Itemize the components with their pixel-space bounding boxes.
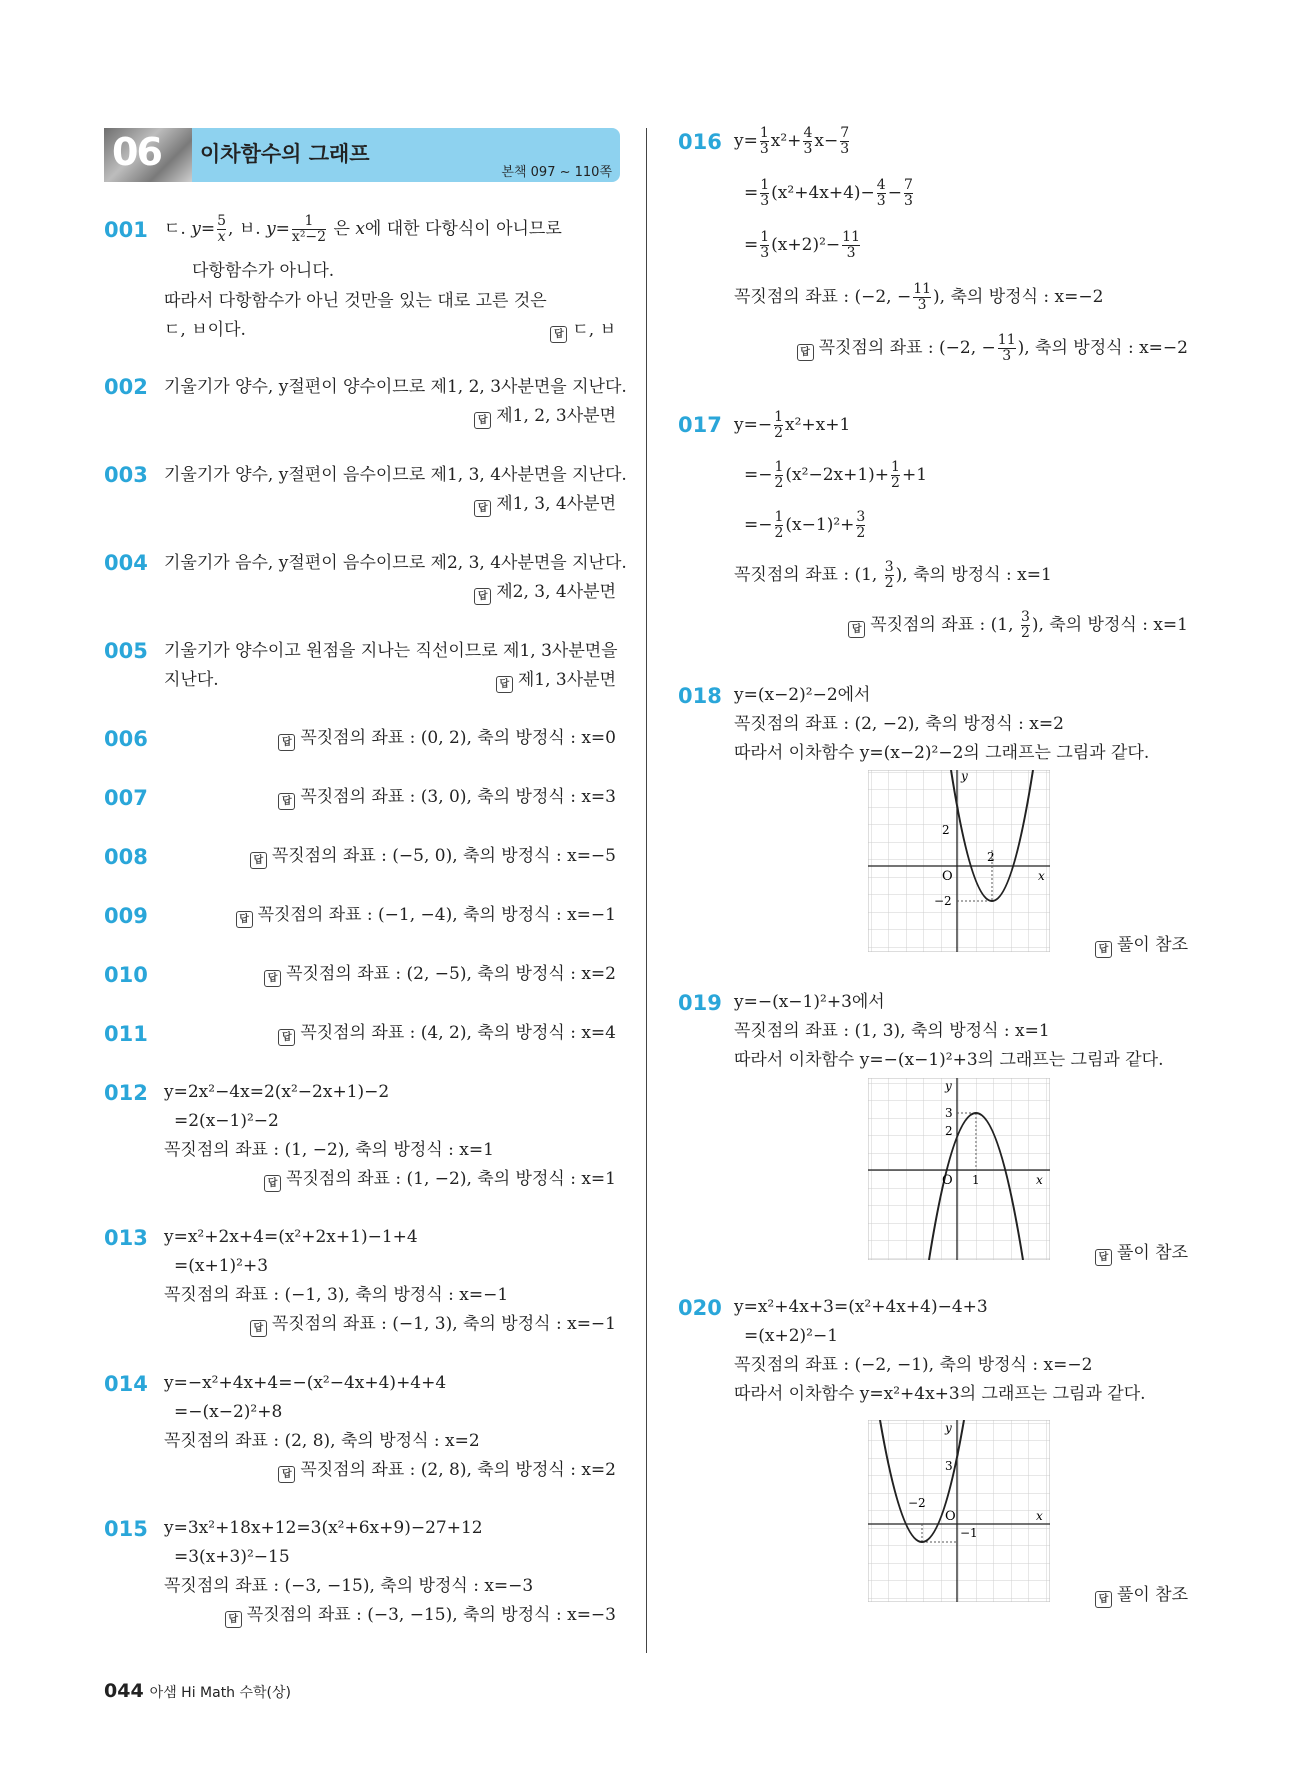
answer: 답 풀이 참조 xyxy=(900,932,1188,958)
tick-label: 2 xyxy=(942,823,950,837)
solution-line: y=− $\frac{1}{2}$ x²+x+1 xyxy=(734,409,851,441)
answer: 답 꼭짓점의 좌표 : (−5, 0), 축의 방정식 : x=−5 xyxy=(200,843,616,869)
solution-line: ㄷ, ㅂ이다. xyxy=(164,320,246,340)
solution-line: 기울기가 음수, y절편이 음수이므로 제2, 3, 4사분면을 지난다. xyxy=(164,553,627,573)
answer: 답 꼭짓점의 좌표 : (−1, 3), 축의 방정식 : x=−1 xyxy=(200,1311,616,1337)
solution-line: =2(x−1)²−2 xyxy=(174,1111,279,1131)
tick-label: 3 xyxy=(945,1459,953,1473)
origin-label: O xyxy=(945,1509,956,1524)
answer: 답 꼭짓점의 좌표 : (−3, −15), 축의 방정식 : x=−3 xyxy=(150,1602,616,1628)
answer: 답 꼭짓점의 좌표 : (1, −2), 축의 방정식 : x=1 xyxy=(200,1166,616,1192)
problem-number: 012 xyxy=(104,1081,148,1105)
origin-label: O xyxy=(942,1173,953,1188)
answer: 답 꼭짓점의 좌표 : (0, 2), 축의 방정식 : x=0 xyxy=(200,725,616,751)
answer-mark-icon: 답 xyxy=(474,500,491,517)
problem-number: 015 xyxy=(104,1517,148,1541)
graph-grid xyxy=(868,770,1050,952)
solution-line: 따라서 이차함수 y=−(x−1)²+3의 그래프는 그림과 같다. xyxy=(734,1050,1164,1070)
answer-mark-icon: 답 xyxy=(797,344,814,361)
answer-mark-icon: 답 xyxy=(278,793,295,810)
problem-number: 006 xyxy=(104,727,148,751)
solution-line: 꼭짓점의 좌표 : (2, 8), 축의 방정식 : x=2 xyxy=(164,1431,480,1451)
problem-number: 014 xyxy=(104,1372,148,1396)
tick-label: −2 xyxy=(908,1496,926,1510)
y-label: y xyxy=(945,1421,952,1435)
solution-line: 다항함수가 아니다. xyxy=(192,261,335,281)
solution-line: 꼭짓점의 좌표 : (1, $\frac{3}{2}$ ), 축의 방정식 : x=1 xyxy=(734,559,1052,591)
answer-mark-icon: 답 xyxy=(550,326,567,343)
solution-line: 꼭짓점의 좌표 : (−1, 3), 축의 방정식 : x=−1 xyxy=(164,1285,509,1305)
problem-number: 016 xyxy=(678,130,722,154)
answer-mark-icon: 답 xyxy=(278,1466,295,1483)
problem-number: 008 xyxy=(104,845,148,869)
problem-number: 020 xyxy=(678,1296,722,1320)
problem-number: 011 xyxy=(104,1022,148,1046)
answer-mark-icon: 답 xyxy=(496,676,513,693)
problem-number: 010 xyxy=(104,963,148,987)
problem-number: 017 xyxy=(678,413,722,437)
solution-line: =−(x−2)²+8 xyxy=(174,1402,283,1422)
tick-label: −1 xyxy=(960,1526,978,1540)
answer-mark-icon: 답 xyxy=(1095,1249,1112,1266)
section-page-ref: 본책 097 ~ 110쪽 xyxy=(501,165,612,180)
answer: 답 꼭짓점의 좌표 : (2, −5), 축의 방정식 : x=2 xyxy=(200,961,616,987)
y-label: y xyxy=(961,770,968,783)
answer-mark-icon: 답 xyxy=(474,412,491,429)
solution-line: y=2x²−4x=2(x²−2x+1)−2 xyxy=(164,1082,390,1102)
solution-line: y=−x²+4x+4=−(x²−4x+4)+4+4 xyxy=(164,1373,447,1393)
answer: 답 풀이 참조 xyxy=(900,1240,1188,1266)
solution-line: 꼭짓점의 좌표 : (1, −2), 축의 방정식 : x=1 xyxy=(164,1140,494,1160)
tick-label: 1 xyxy=(972,1173,980,1187)
answer: 답 꼭짓점의 좌표 : (−2, − $\frac{11}{3}$ ), 축의 방정식 : x=−2 xyxy=(700,333,1188,364)
answer: 답 제2, 3, 4사분면 xyxy=(300,579,616,605)
problem-number: 001 xyxy=(104,218,148,242)
solution-line: y=−(x−1)²+3에서 xyxy=(734,992,885,1012)
answer: 답 ㄷ, ㅂ xyxy=(300,317,616,343)
solution-line: 따라서 이차함수 y=(x−2)²−2의 그래프는 그림과 같다. xyxy=(734,743,1150,763)
book-title: 아샘 Hi Math 수학(상) xyxy=(149,1685,292,1701)
answer: 답 꼭짓점의 좌표 : (3, 0), 축의 방정식 : x=3 xyxy=(200,784,616,810)
answer-mark-icon: 답 xyxy=(1095,941,1112,958)
answer-mark-icon: 답 xyxy=(278,1029,295,1046)
solution-line: = $\frac{1}{3}$ (x²+4x+4)− $\frac{4}{3}$ − $\frac{7}{3}$ xyxy=(744,177,913,209)
answer-mark-icon: 답 xyxy=(250,852,267,869)
problem-number: 019 xyxy=(678,991,722,1015)
column-divider xyxy=(646,128,647,1653)
problem-number: 018 xyxy=(678,684,722,708)
answer: 답 제1, 3사분면 xyxy=(300,667,616,693)
problem-number: 013 xyxy=(104,1226,148,1250)
graph-018 xyxy=(868,770,1050,952)
answer-mark-icon: 답 xyxy=(236,911,253,928)
solution-line: 꼭짓점의 좌표 : (2, −2), 축의 방정식 : x=2 xyxy=(734,714,1064,734)
solution-line: 꼭짓점의 좌표 : (1, 3), 축의 방정식 : x=1 xyxy=(734,1021,1050,1041)
answer-mark-icon: 답 xyxy=(278,734,295,751)
answer: 답 꼭짓점의 좌표 : (2, 8), 축의 방정식 : x=2 xyxy=(200,1457,616,1483)
solution-line: 꼭짓점의 좌표 : (−2, −1), 축의 방정식 : x=−2 xyxy=(734,1355,1093,1375)
solution-line: =(x+2)²−1 xyxy=(744,1326,839,1346)
solution-line: ㄷ. y= $\frac{5}{x}$ , ㅂ. y= $\frac{1}{\text{x²−2}}$ 은 x에 대한 다항식이 아니므로 xyxy=(164,213,562,245)
origin-label: O xyxy=(942,869,953,884)
solution-line: 꼭짓점의 좌표 : (−2, − $\frac{11}{3}$ ), 축의 방정식 : x=−2 xyxy=(734,281,1104,313)
tick-label: 2 xyxy=(945,1124,953,1138)
x-label: x xyxy=(1036,1509,1043,1523)
x-label: x xyxy=(1036,1173,1043,1187)
answer-mark-icon: 답 xyxy=(474,588,491,605)
solution-line: = $\frac{1}{3}$ (x+2)²− $\frac{11}{3}$ xyxy=(744,229,860,261)
problem-number: 007 xyxy=(104,786,148,810)
solution-line: 꼭짓점의 좌표 : (−3, −15), 축의 방정식 : x=−3 xyxy=(164,1576,534,1596)
tick-label: −2 xyxy=(934,894,952,908)
answer-mark-icon: 답 xyxy=(848,621,865,638)
solution-line: 기울기가 양수, y절편이 양수이므로 제1, 2, 3사분면을 지난다. xyxy=(164,377,627,397)
solution-line: =3(x+3)²−15 xyxy=(174,1547,290,1567)
page-footer xyxy=(104,1680,291,1702)
answer-mark-icon: 답 xyxy=(1095,1591,1112,1608)
tick-label: 3 xyxy=(945,1106,953,1120)
solution-line: 기울기가 양수이고 원점을 지나는 직선이므로 제1, 3사분면을 xyxy=(164,641,618,661)
problem-number: 005 xyxy=(104,639,148,663)
solution-line: y=x²+2x+4=(x²+2x+1)−1+4 xyxy=(164,1227,418,1247)
problem-number: 002 xyxy=(104,375,148,399)
y-label: y xyxy=(945,1079,952,1093)
answer: 답 꼭짓점의 좌표 : (4, 2), 축의 방정식 : x=4 xyxy=(200,1020,616,1046)
solution-line: y= $\frac{1}{3}$ x²+ $\frac{4}{3}$ x− $\frac{7}{3}$ xyxy=(734,125,850,157)
solution-line: y=x²+4x+3=(x²+4x+4)−4+3 xyxy=(734,1297,988,1317)
answer: 답 제1, 3, 4사분면 xyxy=(300,491,616,517)
problem-number: 009 xyxy=(104,904,148,928)
solution-line: 따라서 이차함수 y=x²+4x+3의 그래프는 그림과 같다. xyxy=(734,1384,1146,1404)
graph-020 xyxy=(868,1420,1050,1602)
solution-line: 따라서 다항함수가 아닌 것만을 있는 대로 고른 것은 xyxy=(164,291,547,311)
section-title: 이차함수의 그래프 xyxy=(200,142,370,166)
problem-number: 004 xyxy=(104,551,148,575)
answer-mark-icon: 답 xyxy=(264,970,281,987)
graph-grid xyxy=(868,1078,1050,1260)
problem-number: 003 xyxy=(104,463,148,487)
solution-line: 지난다. xyxy=(164,670,219,690)
solution-line: y=(x−2)²−2에서 xyxy=(734,685,871,705)
tick-label: 2 xyxy=(987,850,995,864)
answer-mark-icon: 답 xyxy=(264,1175,281,1192)
solution-line: 기울기가 양수, y절편이 음수이므로 제1, 3, 4사분면을 지난다. xyxy=(164,465,627,485)
solution-line: =− $\frac{1}{2}$ (x²−2x+1)+ $\frac{1}{2}$ +1 xyxy=(744,459,928,491)
answer: 답 꼭짓점의 좌표 : (−1, −4), 축의 방정식 : x=−1 xyxy=(200,902,616,928)
answer-mark-icon: 답 xyxy=(250,1320,267,1337)
section-number: 06 xyxy=(112,130,161,174)
answer: 답 꼭짓점의 좌표 : (1, $\frac{3}{2}$ ), 축의 방정식 : x=1 xyxy=(700,610,1188,641)
solution-line: =− $\frac{1}{2}$ (x−1)²+ $\frac{3}{2}$ xyxy=(744,509,866,541)
page-number: 044 xyxy=(104,1680,144,1702)
answer: 답 제1, 2, 3사분면 xyxy=(300,403,616,429)
answer-mark-icon: 답 xyxy=(225,1611,242,1628)
answer: 답 풀이 참조 xyxy=(900,1582,1188,1608)
solution-line: =(x+1)²+3 xyxy=(174,1256,269,1276)
x-label: x xyxy=(1038,869,1045,883)
graph-019 xyxy=(868,1078,1050,1260)
solution-line: y=3x²+18x+12=3(x²+6x+9)−27+12 xyxy=(164,1518,483,1538)
